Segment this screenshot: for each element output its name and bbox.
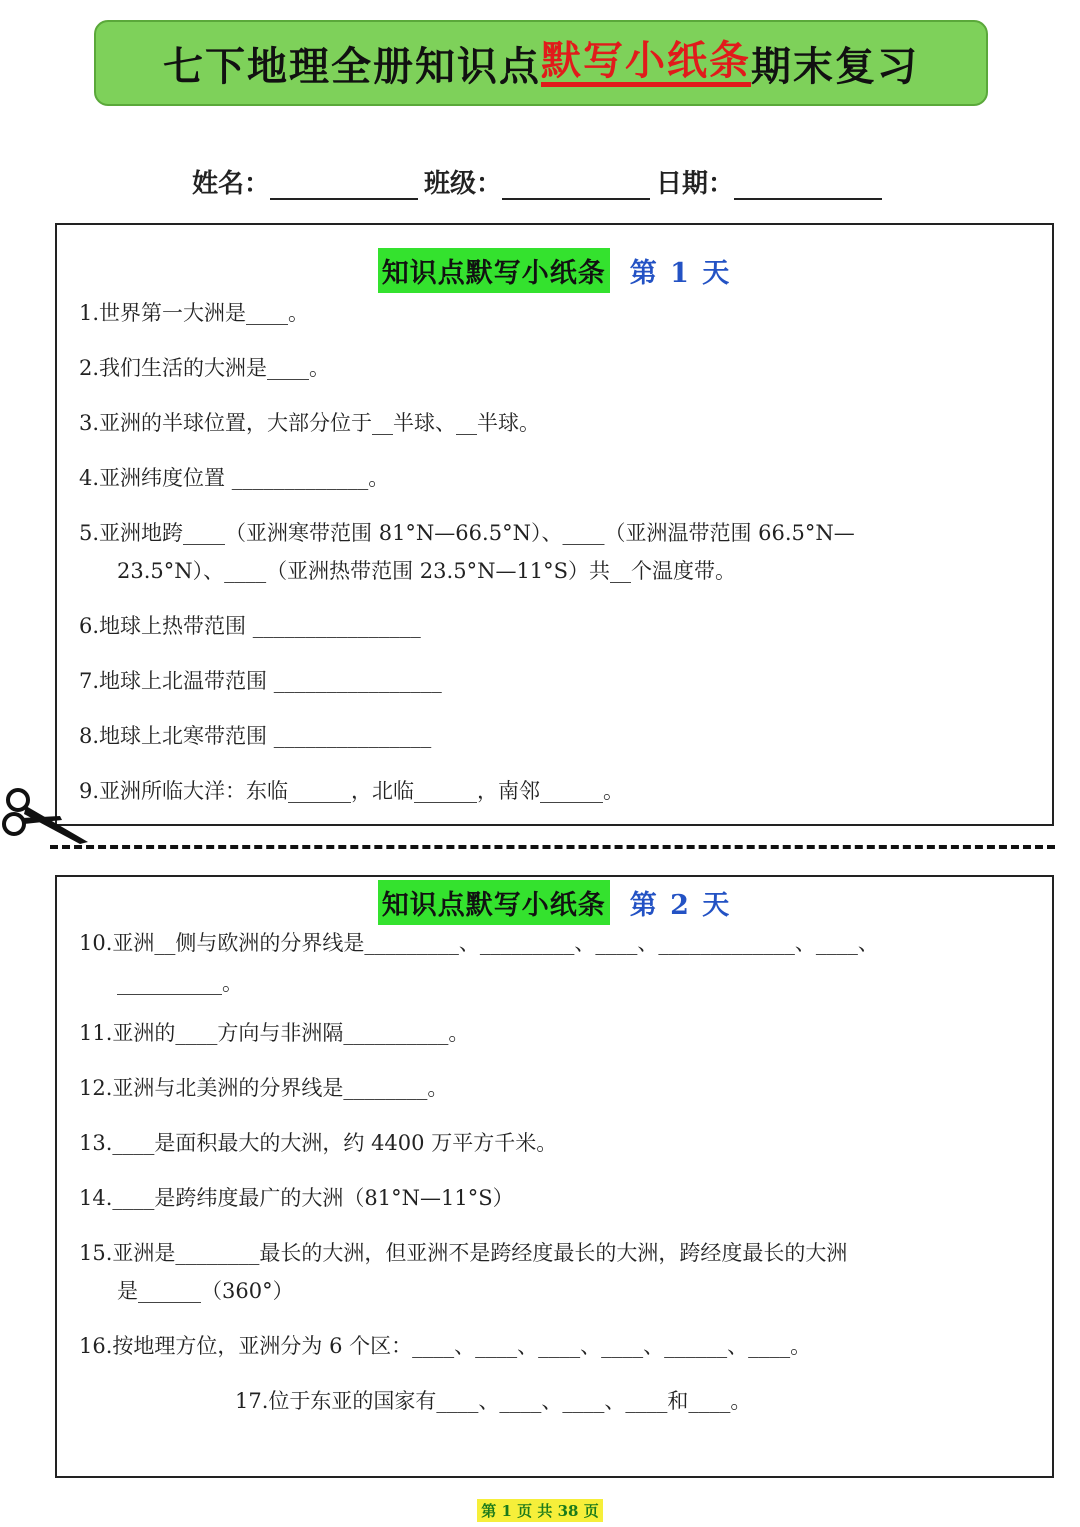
title-main-prefix: 七下地理全册知识点 (163, 42, 541, 90)
question-3: 3.亚洲的半球位置，大部分位于__半球、__半球。 (79, 411, 541, 435)
question-7: 7.地球上北温带范围 ________________ (79, 669, 442, 693)
question-13: 13.____是面积最大的大洲，约 4400 万平方千米。 (79, 1131, 558, 1155)
day2-badge: 知识点默写小纸条 (378, 880, 610, 925)
question-16: 16.按地理方位，亚洲分为 6 个区：____、____、____、____、______、____。 (79, 1334, 812, 1358)
name-blank[interactable] (270, 168, 418, 200)
title-banner (94, 20, 988, 106)
day1-badge: 知识点默写小纸条 (378, 248, 610, 293)
question-10-line1: 10.亚洲__侧与欧洲的分界线是_________、_________、____、_____________、____、 (79, 931, 879, 955)
question-8: 8.地球上北寒带范围 _______________ (79, 724, 432, 748)
title-accent: 默写小纸条 (541, 40, 751, 87)
day1-label: 第 1 天 (629, 258, 732, 289)
question-1: 1.世界第一大洲是____。 (79, 301, 310, 325)
question-6: 6.地球上热带范围 ________________ (79, 614, 421, 638)
class-field (424, 163, 656, 200)
name-field (192, 163, 424, 200)
class-blank[interactable] (502, 168, 650, 200)
question-15-line2: 是______（360°） (117, 1279, 294, 1303)
question-9: 9.亚洲所临大洋：东临______，北临______，南邻______。 (79, 779, 625, 803)
date-field (656, 163, 888, 200)
day1-card (55, 223, 1054, 826)
day2-header (57, 880, 1052, 925)
page-footer (0, 1499, 1080, 1522)
question-12: 12.亚洲与北美洲的分界线是________。 (79, 1076, 449, 1100)
question-14: 14.____是跨纬度最广的大洲（81°N—11°S） (79, 1186, 514, 1210)
day2-card (55, 875, 1054, 1478)
page-number: 第 1 页 共 38 页 (477, 1499, 602, 1522)
scissors-icon (0, 786, 92, 850)
question-5-line1: 5.亚洲地跨____（亚洲寒带范围 81°N—66.5°N）、____（亚洲温带范围 66.5°N— (79, 521, 855, 545)
question-10-line2: __________。 (117, 971, 243, 995)
day1-header (57, 248, 1052, 293)
question-2: 2.我们生活的大洲是____。 (79, 356, 331, 380)
name-label: 姓名： (191, 169, 270, 199)
cut-line (50, 845, 1055, 849)
question-4: 4.亚洲纬度位置 _____________。 (79, 466, 390, 490)
class-label: 班级： (423, 169, 502, 199)
day2-label: 第 2 天 (629, 890, 732, 921)
question-15-line1: 15.亚洲是________最长的大洲，但亚洲不是跨经度最长的大洲，跨经度最长的大洲 (79, 1241, 848, 1265)
question-17: 17.位于东亚的国家有____、____、____、____和____。 (235, 1389, 752, 1413)
student-info-row (0, 150, 1080, 200)
question-11: 11.亚洲的____方向与非洲隔__________。 (79, 1021, 470, 1045)
date-blank[interactable] (734, 168, 882, 200)
question-5-line2: 23.5°N）、____（亚洲热带范围 23.5°N—11°S）共__个温度带。 (117, 559, 737, 583)
title-main-suffix: 期末复习 (751, 42, 919, 90)
date-label: 日期： (656, 169, 735, 199)
